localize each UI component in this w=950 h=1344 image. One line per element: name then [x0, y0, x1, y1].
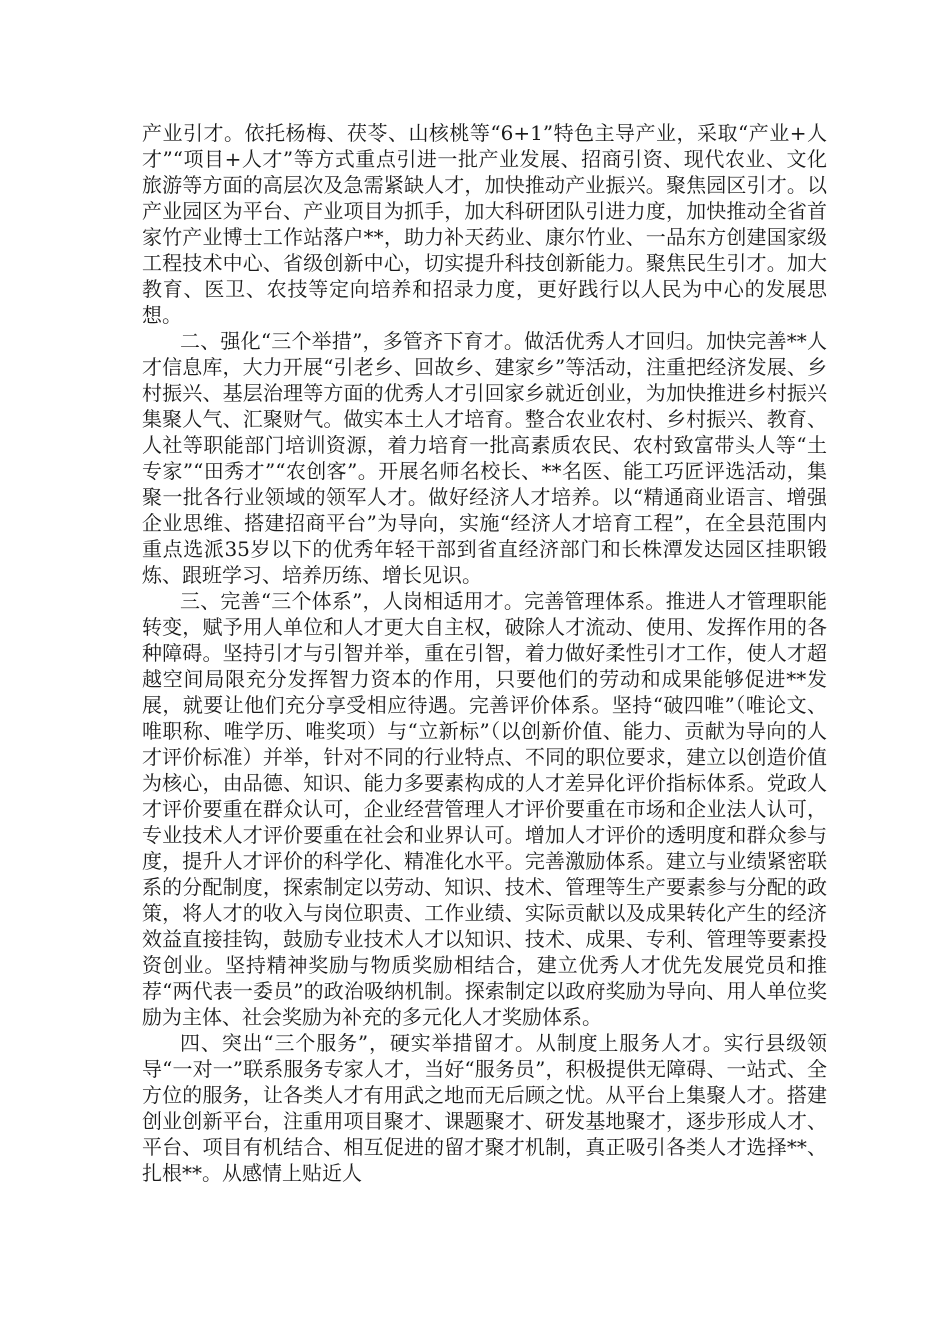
paragraph-section-four-retain: 四、突出“三个服务”，硬实举措留才。从制度上服务人才。实行县级领导“一对一”联系服务专家人才，当好“服务员”，积极提供无障碍、一站式、全方位的服务，让各类人才有用武之地而无后顾之忧。从平台上集聚人才。搭建创业创新平台，注重用项目聚才、课题聚才、研发基地聚才，逐步形成人才、平台、项目有机结合、相互促进的留才聚才机制，真正吸引各类人才选择**、扎根**。从感情上贴近人 [142, 1031, 827, 1185]
paragraph-industry-talent: 产业引才。依托杨梅、茯苓、山核桃等“6+1”特色主导产业，采取“产业+人才”“项目+人才”等方式重点引进一批产业发展、招商引资、现代农业、文化旅游等方面的高层次及急需紧缺人才，加快推动产业振兴。聚焦园区引才。以产业园区为平台、产业项目为抓手，加大科研团队引进力度，加快推动全省首家竹产业博士工作站落户**，助力补天药业、康尔竹业、一品东方创建国家级工程技术中心、省级创新中心，切实提升科技创新能力。聚焦民生引才。加大教育、医卫、农技等定向培养和招录力度，更好践行以人民为中心的发展思想。 [142, 121, 827, 327]
paragraph-section-two-cultivate: 二、强化“三个举措”，多管齐下育才。做活优秀人才回归。加快完善**人才信息库，大力开展“引老乡、回故乡、建家乡”等活动，注重把经济发展、乡村振兴、基层治理等方面的优秀人才引回家乡就近创业，为加快推进乡村振兴集聚人气、汇聚财气。做实本土人才培育。整合农业农村、乡村振兴、教育、人社等职能部门培训资源，着力培育一批高素质农民、农村致富带头人等“土专家”“田秀才”“农创客”。开展名师名校长、**名医、能工巧匠评选活动，集聚一批各行业领域的领军人才。做好经济人才培养。以“精通商业语言、增强企业思维、搭建招商平台”为导向，实施“经济人才培育工程”，在全县范围内重点选派35岁以下的优秀年轻干部到省直经济部门和长株潭发达园区挂职锻炼、跟班学习、培养历练、增长见识。 [142, 329, 827, 587]
paragraph-section-three-utilize: 三、完善“三个体系”，人岗相适用才。完善管理体系。推进人才管理职能转变，赋予用人单位和人才更大自主权，破除人才流动、使用、发挥作用的各种障碍。坚持引才与引智并举，重在引智，着力做好柔性引才工作，使人才超越空间局限充分发挥智力资本的作用，只要他们的劳动和成果能够促进**发展，就要让他们充分享受相应待遇。完善评价体系。坚持“破四唯”（唯论文、唯职称、唯学历、唯奖项）与“立新标”（以创新价值、能力、贡献为导向的人才评价标准）并举，针对不同的行业特点、不同的职位要求，建立以创造价值为核心，由品德、知识、能力多要素构成的人才差异化评价指标体系。党政人才评价要重在群众认可，企业经营管理人才评价要重在市场和企业法人认可，专业技术人才评价要重在社会和业界认可。增加人才评价的透明度和群众参与度，提升人才评价的科学化、精准化水平。完善激励体系。建立与业绩紧密联系的分配制度，探索制定以劳动、知识、技术、管理等生产要素参与分配的政策，将人才的收入与岗位职责、工作业绩、实际贡献以及成果转化产生的经济效益直接挂钩，鼓励专业技术人才以知识、技术、成果、专利、管理等要素投资创业。坚持精神奖励与物质奖励相结合，建立优秀人才优先发展党员和推荐“两代表一委员”的政治吸纳机制。探索制定以政府奖励为导向、用人单位奖励为主体、社会奖励为补充的多元化人才奖励体系。 [142, 589, 827, 1029]
document-body [142, 120, 827, 1186]
